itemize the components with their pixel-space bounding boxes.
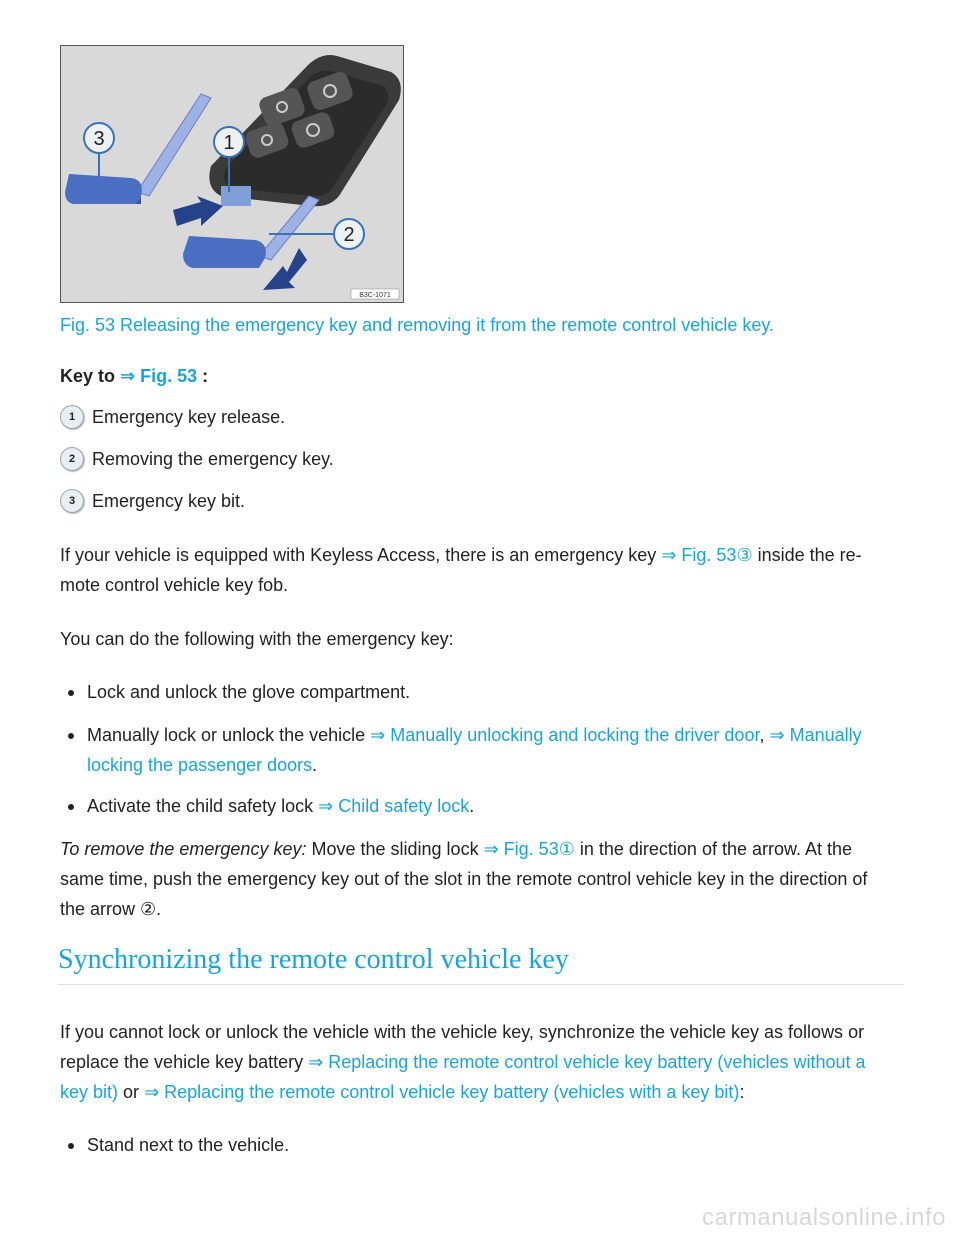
driver-door-link[interactable]: ⇒ Manually unlocking and locking the driver door [370, 725, 760, 745]
battery-with-bit-link[interactable]: ⇒ Replacing the remote control vehicle key battery (vehicles with a key bit) [144, 1082, 740, 1102]
legend-number-3: 3 [60, 489, 84, 513]
list-item [68, 1130, 904, 1160]
passenger-doors-link-cont[interactable]: locking the passenger doors [87, 755, 313, 775]
bullet-dot [68, 733, 74, 739]
legend-text: Removing the emergency key. [92, 448, 334, 469]
key-to-heading [60, 366, 208, 387]
paragraph-intro: You can do the following with the emergency key: [60, 629, 454, 649]
bullet-dot [68, 1143, 74, 1149]
callout-3: 3 [93, 128, 105, 150]
fig-53-link[interactable]: ⇒ Fig. 53 [120, 366, 198, 386]
legend-number-1: 1 [60, 405, 84, 429]
callout-1: 1 [223, 132, 235, 154]
paragraph-sync: If you cannot lock or unlock the vehicle with the vehicle key, synchronize the vehicle key as follows or replace the vehicle key battery ⇒ Replacing the remote control vehicle key battery (vehicles without a key bit) or ⇒ Replacing the remote control vehicle key battery (vehicles with a key bit): [60, 1022, 866, 1102]
paragraph-text: mote control vehicle key fob. [60, 575, 289, 595]
callout-ref: ① [558, 839, 575, 859]
list-item-text: Stand next to the vehicle. [87, 1135, 290, 1155]
paragraph-keyless [60, 540, 906, 600]
remove-label: To remove the emergency key: [60, 839, 307, 859]
bullet-dot [68, 690, 74, 696]
legend-text: Emergency key release. [92, 406, 286, 427]
legend-text: Emergency key bit. [92, 490, 246, 511]
list-item [68, 720, 904, 780]
callout-2: 2 [343, 224, 355, 246]
legend-item [60, 487, 245, 515]
legend-item [60, 445, 334, 473]
bullet-dot [68, 804, 74, 810]
figure-53 [60, 45, 404, 303]
child-safety-lock-link[interactable]: ⇒ Child safety lock [318, 796, 470, 816]
figure-caption: Fig. 53 Releasing the emergency key and removing it from the remote control vehicle key. [60, 315, 775, 335]
legend-number-2: 2 [60, 447, 84, 471]
key-illustration [61, 46, 403, 302]
paragraph-remove: To remove the emergency key: Move the sliding lock ⇒ Fig. 53① in the direction of the arrow. At the same time, push the emergency key out of the slot in the remote control vehicle key in the direction of the arrow ②. [60, 839, 868, 919]
figure-code: B3C-1071 [359, 292, 391, 299]
section-heading: Synchronizing the remote control vehicle key [58, 944, 904, 985]
list-item-text: Lock and unlock the glove compartment. [87, 682, 411, 702]
battery-no-bit-link-cont[interactable]: key bit) [60, 1082, 119, 1102]
paragraph-text: If your vehicle is equipped with Keyless Access, there is an emergency key [60, 545, 657, 565]
list-item-text: Manually lock or unlock the vehicle ⇒ Manually unlocking and locking the driver door, ⇒ Manually locking the passenger doors. [87, 725, 862, 775]
callout-ref: ③ [736, 545, 753, 565]
legend-item [60, 403, 285, 431]
key-to-colon: : [202, 366, 209, 386]
fig-53-link[interactable]: ⇒ Fig. 53 [483, 839, 559, 859]
fig-53-link[interactable]: ⇒ Fig. 53 [661, 545, 737, 565]
battery-no-bit-link[interactable]: ⇒ Replacing the remote control vehicle key battery (vehicles without a [308, 1052, 866, 1072]
list-item [68, 677, 904, 707]
paragraph-text: inside the re- [757, 545, 862, 565]
list-item [68, 791, 904, 821]
watermark: carmanualsonline.info [702, 1204, 946, 1231]
list-item-text: Activate the child safety lock ⇒ Child safety lock. [87, 796, 475, 816]
passenger-doors-link[interactable]: ⇒ Manually [769, 725, 862, 745]
key-to-label: Key to [60, 366, 116, 386]
